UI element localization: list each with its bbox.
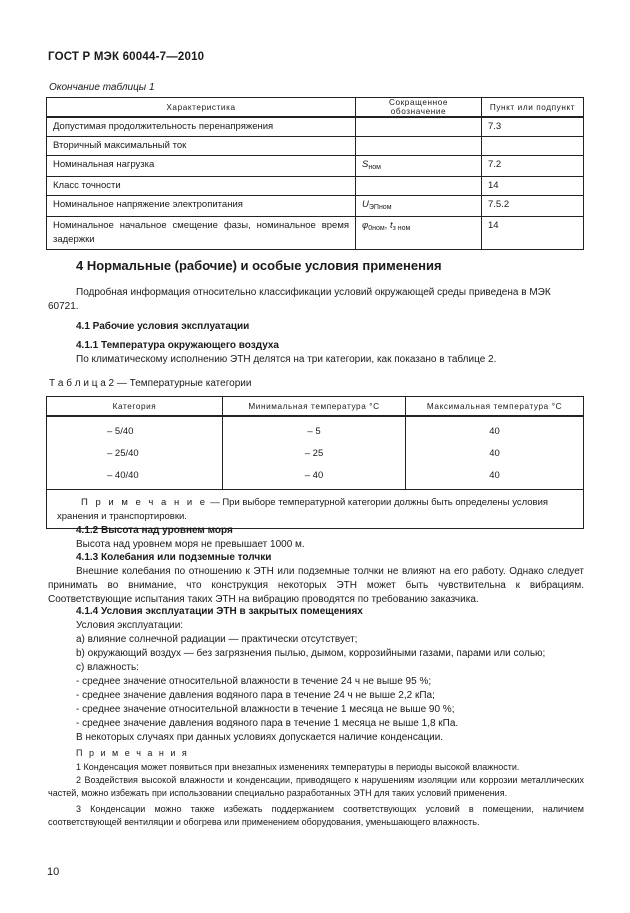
table-row: [47, 137, 584, 156]
table1-cell-ref: 7.3: [482, 117, 584, 137]
table1-cell-name: Допустимая продолжительность перенапряжения: [47, 117, 356, 137]
table2-cell-category: – 40/40: [47, 464, 223, 490]
page-number: 10: [47, 866, 60, 878]
table-row: [47, 156, 584, 177]
section-4-1-4-line: b) окружающий воздух — без загрязнения пылью, дымом, коррозийными газами, парами или солью;: [76, 648, 546, 659]
symbol2-main: t: [389, 220, 393, 231]
table1-cell-symbol: [356, 156, 482, 177]
table2-col-category: Категория: [47, 397, 223, 417]
table1-col-characteristic: Характеристика: [47, 98, 356, 118]
table2-note-text: — При выборе температурной категории должны быть определены условия хранения и транспортировки.: [57, 497, 549, 522]
table2-caption: [49, 378, 251, 389]
table1-cell-symbol: $\varphi_{0ном}$, $t_{з ном}$: [356, 217, 482, 250]
section-4-1-4-line: - среднее значение давления водяного пара в течение 1 месяца не выше 1,8 кПа.: [76, 718, 459, 729]
table1-col-symbol: Сокращенное обозначение: [356, 98, 482, 118]
table2: [46, 396, 584, 529]
table1-cell-ref: 14: [482, 217, 584, 250]
table2-cell-min: – 5: [223, 416, 406, 442]
table-row: [47, 177, 584, 196]
section-4-1-4-line: - среднее значение относительной влажности в течение 24 ч не выше 95 %;: [76, 676, 432, 687]
symbol-sub: 0ном: [368, 225, 385, 232]
table2-cell-min: – 25: [223, 442, 406, 464]
table1-cell-ref: 14: [482, 177, 584, 196]
table1-col-ref: Пункт или подпункт: [482, 98, 584, 118]
section-4-1-4-line: c) влажность:: [76, 662, 139, 673]
table1-cell-ref: 7.5.2: [482, 196, 584, 217]
symbol-sub: ном: [368, 164, 381, 171]
section-4-1-2-heading: 4.1.2 Высота над уровнем моря: [76, 525, 233, 536]
table1-caption: Окончание таблицы 1: [49, 82, 155, 93]
table1: [46, 97, 584, 250]
table1-cell-ref: [482, 137, 584, 156]
table2-note-label: П р и м е ч а н и е: [81, 497, 208, 508]
table1-cell-symbol: [356, 137, 482, 156]
section-4-1-1-heading: 4.1.1 Температура окружающего воздуха: [76, 340, 279, 351]
symbol2-sub: з ном: [392, 225, 411, 232]
section-4-1-4-line: - среднее значение относительной влажности в течение 1 месяца не выше 90 %;: [76, 704, 455, 715]
table2-cell-max: 40: [406, 442, 584, 464]
table2-cell-max: 40: [406, 416, 584, 442]
table1-cell-symbol: [356, 177, 482, 196]
table2-note: [47, 490, 584, 529]
section-4-1-4-line: а) влияние солнечной радиации — практически отсутствует;: [76, 634, 358, 645]
table2-header-row: [47, 397, 584, 417]
table2-label: Т а б л и ц а 2: [49, 378, 115, 389]
table-row: [47, 196, 584, 217]
table1-cell-symbol: [356, 196, 482, 217]
table-row: [47, 217, 584, 250]
section-4-1-3-text: Внешние колебания по отношению к ЭТН или подземные толчки не влияют на его работу. Однако следует принимать во внимание, что конструкция некоторых ЭТН может быть чувствительна к вибрациям. Соответствующие испытания таких ЭТН на вибрацию проводятся по требованию заказчика.: [48, 566, 584, 605]
table2-col-max: Максимальная температура °С: [406, 397, 584, 417]
table-row: [47, 416, 584, 442]
section-4-1-heading: 4.1 Рабочие условия эксплуатации: [76, 321, 250, 332]
table1-cell-name: Номинальное напряжение электропитания: [47, 196, 356, 217]
symbol-sub: ЭПном: [368, 204, 392, 211]
section-4-intro: Подробная информация относительно классификации условий окружающей среды приведена в МЭК 60721.: [48, 287, 551, 312]
note-item: 3 Конденсации можно также избежать поддержанием соответствующих условий в помещении, наличием соответствующей вентиляции и обогрева или применением оборудования, уменьшающего влажность.: [48, 804, 584, 827]
section-4-heading: 4 Нормальные (рабочие) и особые условия применения: [76, 258, 442, 273]
table-row: [47, 117, 584, 137]
symbol-main: φ: [362, 220, 369, 231]
section-4-1-4-heading: 4.1.4 Условия эксплуатации ЭТН в закрытых помещениях: [76, 606, 363, 617]
table2-note-row: [47, 490, 584, 529]
table2-cell-max: 40: [406, 464, 584, 490]
table2-title: — Температурные категории: [114, 378, 252, 389]
note-item: 1 Конденсация может появиться при внезапных изменениях температуры в периоды высокой влажности.: [76, 762, 520, 772]
table1-cell-name: Номинальное начальное смещение фазы, номинальное время задержки: [47, 217, 356, 250]
section-4-1-2-text: Высота над уровнем моря не превышает 1000 м.: [76, 539, 305, 550]
table-row: [47, 442, 584, 464]
table1-cell-ref: 7.2: [482, 156, 584, 177]
notes-title: П р и м е ч а н и я: [76, 748, 189, 758]
table-row: [47, 464, 584, 490]
table1-cell-name: Номинальная нагрузка: [47, 156, 356, 177]
symbol-main: S: [362, 159, 369, 170]
table1-cell-symbol: [356, 117, 482, 137]
table2-cell-min: – 40: [223, 464, 406, 490]
table1-header-row: [47, 98, 584, 118]
document-header: ГОСТ Р МЭК 60044-7—2010: [48, 51, 205, 63]
note-item: 2 Воздействия высокой влажности и конденсации, приводящего к нарушениям изоляции или коррозии металлических частей, можно избежать при использовании специально разработанных ЭТН для таких условий применения.: [48, 775, 584, 798]
section-4-1-4-line: - среднее значение давления водяного пара в течение 24 ч не выше 2,2 кПа;: [76, 690, 435, 701]
table1-cell-name: Вторичный максимальный ток: [47, 137, 356, 156]
table2-cell-category: – 25/40: [47, 442, 223, 464]
section-4-1-3-heading: 4.1.3 Колебания или подземные толчки: [76, 552, 272, 563]
table2-col-min: Минимальная температура °С: [223, 397, 406, 417]
table2-cell-category: – 5/40: [47, 416, 223, 442]
section-4-1-1-text: По климатическому исполнению ЭТН делятся на три категории, как показано в таблице 2.: [76, 354, 497, 365]
section-4-1-4-line: Условия эксплуатации:: [76, 620, 184, 631]
section-4-1-4-line: В некоторых случаях при данных условиях допускается наличие конденсации.: [76, 732, 444, 743]
table1-cell-name: Класс точности: [47, 177, 356, 196]
symbol-main: U: [362, 199, 369, 210]
